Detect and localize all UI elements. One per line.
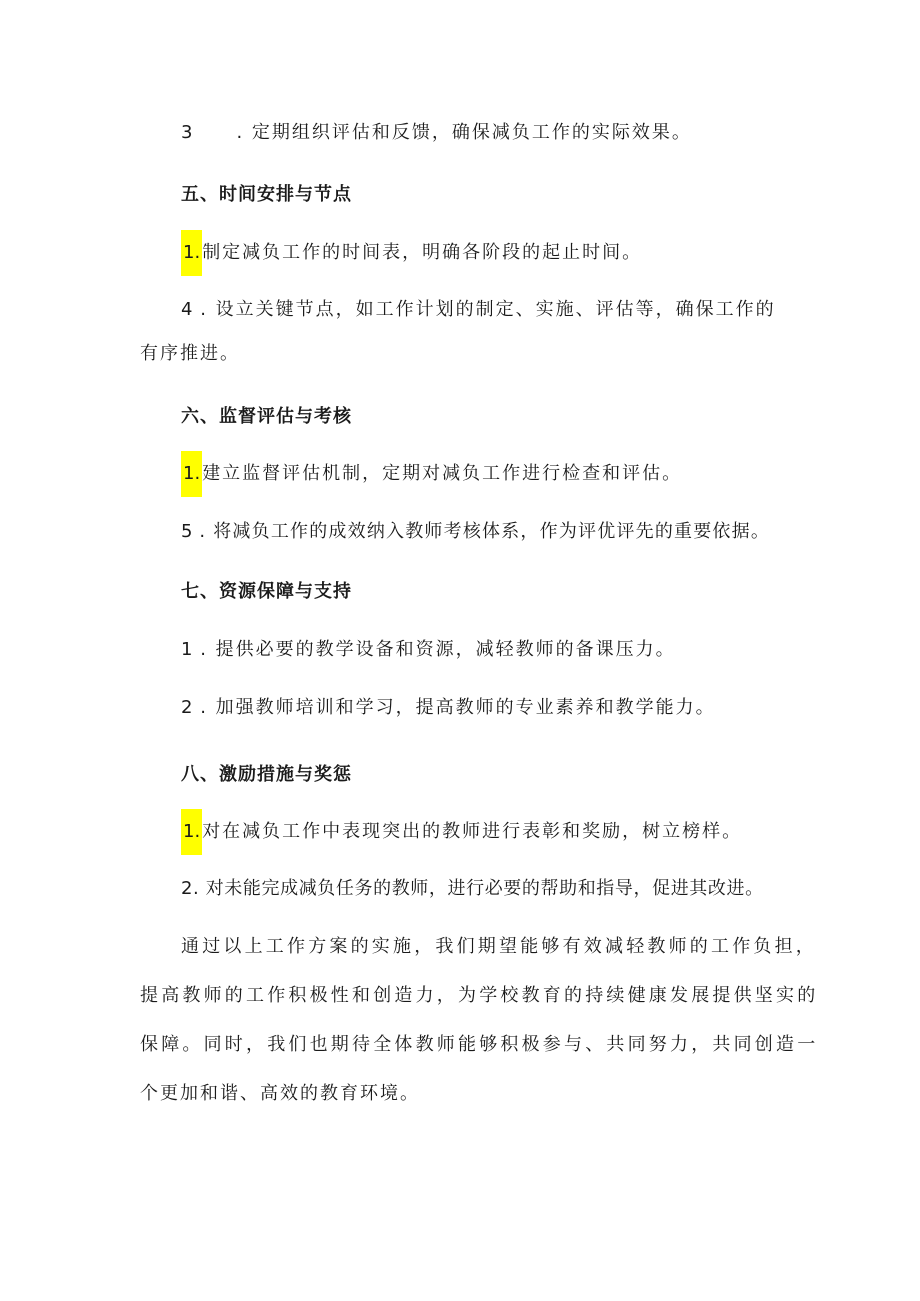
list-item-6-5 — [181, 519, 920, 545]
item-number: 4 — [181, 299, 193, 320]
section-heading-8: 八、激励措施与奖惩 — [181, 764, 352, 785]
list-item-8-2: 2. 对未能完成减负任务的教师，进行必要的帮助和指导，促进其改进。 — [181, 878, 764, 899]
list-item-5-4-continued: 有序推进。 — [140, 343, 240, 364]
item-text: . 将减负工作的成效纳入教师考核体系，作为评优评先的重要依据。 — [199, 521, 771, 542]
item-text: . 提供必要的教学设备和资源，减轻教师的备课压力。 — [200, 639, 676, 660]
conclusion-line-3: 保障。同时，我们也期待全体教师能够积极参与、共同努力，共同创造一 — [140, 1034, 819, 1055]
list-item-5-1 — [181, 240, 920, 266]
item-text: . 设立关键节点，如工作计划的制定、实施、评估等，确保工作的 — [200, 299, 776, 320]
conclusion-line-2: 提高教师的工作积极性和创造力，为学校教育的持续健康发展提供坚实的 — [140, 985, 819, 1006]
item-number: 5 — [181, 521, 193, 542]
item-text: . 加强教师培训和学习，提高教师的专业素养和教学能力。 — [200, 697, 716, 718]
item-text: 建立监督评估机制，定期对减负工作进行检查和评估。 — [202, 463, 683, 484]
list-item-5-4 — [181, 297, 920, 323]
section-heading-5: 五、时间安排与节点 — [181, 184, 352, 205]
list-item-7-1 — [181, 637, 920, 663]
highlighted-number: 1. — [181, 809, 202, 855]
conclusion-line-4: 个更加和谐、高效的教育环境。 — [140, 1083, 420, 1104]
list-item-7-2 — [181, 695, 920, 721]
list-item-8-1 — [181, 819, 920, 845]
item-number: 3 — [181, 122, 193, 143]
item-number: 1 — [181, 639, 193, 660]
item-text: . 定期组织评估和反馈，确保减负工作的实际效果。 — [236, 122, 692, 143]
section-heading-7: 七、资源保障与支持 — [181, 581, 352, 602]
item-number: 2 — [181, 697, 193, 718]
section-heading-6: 六、监督评估与考核 — [181, 406, 352, 427]
list-item-3 — [181, 120, 920, 146]
conclusion-line-1: 通过以上工作方案的实施，我们期望能够有效减轻教师的工作负担， — [181, 936, 817, 957]
list-item-6-1 — [181, 461, 920, 487]
item-text: 制定减负工作的时间表，明确各阶段的起止时间。 — [202, 242, 643, 263]
highlighted-number: 1. — [181, 230, 202, 276]
highlighted-number: 1. — [181, 451, 202, 497]
item-text: 对在减负工作中表现突出的教师进行表彰和奖励，树立榜样。 — [202, 821, 743, 842]
